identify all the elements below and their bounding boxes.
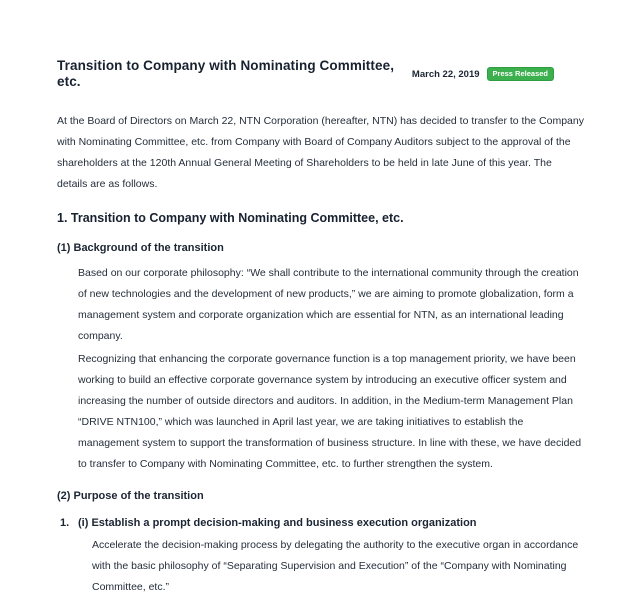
purpose-item-heading: (i) Establish a prompt decision-making and business execution organization [78,517,477,529]
intro-paragraph: At the Board of Directors on March 22, NTN Corporation (hereafter, NTN) has decided to transfer to the Company with Nominating Committee, etc. from Company with Board of Company Auditors subject to the approval of the shareholders at the 120th Annual General Meeting of Shareholders to be held in late June of this year. The details are as follows. [57,115,584,190]
release-date: March 22, 2019 [411,68,480,80]
background-paragraph-1: Based on our corporate philosophy: “We shall contribute to the international community through the creation of new technologies and the development of new products,” we are aiming to promote globalization, form a management system and corporate organization which are essential for NTN, as an international leading company. [78,267,579,342]
press-released-badge[interactable]: Press Released [487,67,554,81]
background-paragraph-2: Recognizing that enhancing the corporate governance function is a top management priority, we have been working to build an effective corporate governance system by introducing an executive officer system and increasing the number of outside directors and auditors. In addition, in the Medium-term Management Plan “DRIVE NTN100,” which was launched in April last year, we are taking initiatives to establish the management system to support the transformation of business structure. In line with these, we have decided to transfer to Company with Nominating Committee, etc. to further strengthen the system. [78,353,582,470]
purpose-item-number: 1. [60,517,70,529]
subsection-2-heading: (2) Purpose of the transition [57,490,204,502]
purpose-item-body: Accelerate the decision-making process by delegating the authority to the executive organ in accordance with the basic philosophy of “Separating Supervision and Execution” of the “Company with Nominating Committee, etc.” [92,539,579,593]
section-1-heading: 1. Transition to Company with Nominating Committee, etc. [57,211,404,225]
document-header [57,58,584,90]
subsection-1-heading: (1) Background of the transition [57,242,224,254]
purpose-item-content [78,515,584,598]
header-meta [412,67,554,81]
purpose-item-1 [57,515,584,598]
page-title: Transition to Company with Nominating Committee, etc. [57,58,395,89]
